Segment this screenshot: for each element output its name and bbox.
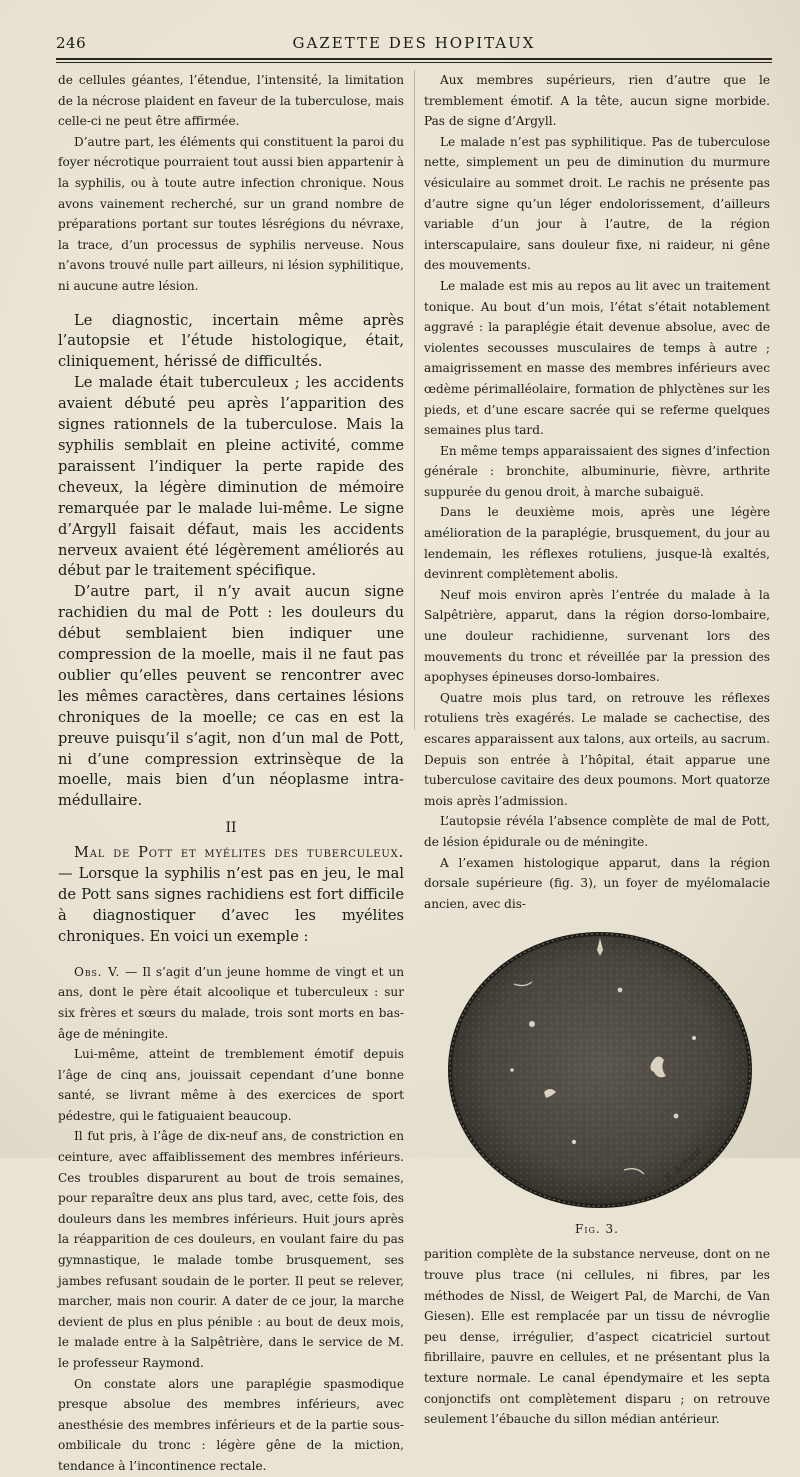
section-title: Mal de Pott et myélites des tuberculeux. bbox=[74, 844, 404, 862]
lesion-dot bbox=[510, 1069, 514, 1073]
paragraph: Neuf mois environ après l’entrée du malade à la Salpêtrière, apparut, dans la région dorso-lombaire, une douleur rachidienne, survenant lors des mouvements du tronc et réveillée par la pression des apophyses épineuses dorso-lombaires. bbox=[424, 587, 770, 685]
paragraph: Quatre mois plus tard, on retrouve les réflexes rotuliens très exagérés. Le malade se cachectise, des escares apparaissent aux talons, aux orteils, au sacrum. Depuis son entrée à l’hôpital, était apparue une tuberculose cavitaire des deux poumons. Mort quatorze mois après l’admission. bbox=[424, 690, 770, 808]
paragraph: Aux membres supérieurs, rien d’autre que le tremblement émotif. A la tête, aucun signe morbide. Pas de signe d’Argyll. bbox=[424, 73, 770, 129]
spinal-cord-section-illustration bbox=[424, 920, 770, 1220]
paragraph: Le diagnostic, incertain même après l’autopsie et l’étude histologique, était, cliniquement, hérissé de difficultés. bbox=[58, 311, 404, 371]
paragraph: A l’examen histologique apparut, dans la région dorsale supérieure (fig. 3), un foyer de myélomalacie ancien, avec dis- bbox=[424, 855, 770, 911]
left-small-text-block bbox=[58, 70, 404, 297]
paragraph: Lui-même, atteint de tremblement émotif depuis l’âge de cinq ans, jouissait cependant d’une bonne santé, se livrant même à des exercices de sport pédestre, qui le fatiguaient beaucoup. bbox=[58, 1047, 404, 1123]
right-text-block-bottom bbox=[424, 1244, 770, 1429]
column-divider bbox=[414, 70, 415, 730]
lesion-dot bbox=[572, 1140, 576, 1144]
left-column bbox=[58, 70, 404, 1477]
running-title: GAZETTE DES HOPITAUX bbox=[292, 34, 536, 52]
paragraph: Dans le deuxième mois, après une légère amélioration de la paraplégie, brusquement, du jour au lendemain, les réflexes rotuliens, jusque-là exaltés, devinrent complètement abolis. bbox=[424, 505, 770, 582]
left-large-text-block bbox=[58, 311, 404, 948]
right-text-block-top bbox=[424, 70, 770, 914]
observation-text: — Il s’agit d’un jeune homme de vingt et un ans, dont le père était alcoolique et tuberculeux : sur six frères et sœurs du malade, trois sont morts en bas-âge de méningite. bbox=[58, 964, 404, 1041]
lesion-dot bbox=[618, 988, 623, 993]
paragraph: D’autre part, il n’y avait aucun signe rachidien du mal de Pott : les douleurs du début semblaient bien indiquer une compression de la moelle, mais il ne faut pas oublier qu’elles peuvent se rencontrer avec les mêmes caractères, dans certaines lésions chroniques de la moelle; ce cas en est la preuve puisqu’il s’agit, non d’un mal de Pott, ni d’une compression extrinsèque de la moelle, mais bien d’un néoplasme intra-médullaire. bbox=[58, 583, 404, 810]
observation-block bbox=[58, 962, 404, 1477]
paragraph: D’autre part, les éléments qui constituent la paroi du foyer nécrotique pourraient tout aussi bien appartenir à la syphilis, ou à toute autre infection chronique. Nous avons vainement recherché, sur un grand nombre de préparations portant sur toutes lésrégions du névraxe, la trace, d’un processus de syphilis nerveuse. Nous n’avons trouvé nulle part ailleurs, ni lésion syphilitique, ni aucune autre lésion. bbox=[58, 134, 404, 293]
section-number: II bbox=[225, 820, 237, 837]
lesion-dot bbox=[692, 1036, 696, 1040]
paragraph: Le malade était tuberculeux ; les accidents avaient débuté peu après l’apparition des signes rationnels de la tuberculose. Mais la syphilis semblait en pleine activité, comme paraissent l’indiquer la perte rapide des cheveux, la légère diminution de mémoire remarquée par le malade lui-même. Le signe d’Argyll faisait défaut, mais les accidents nerveux avaient été légèrement améliorés au début par le traitement spécifique. bbox=[58, 374, 404, 580]
paragraph: En même temps apparaissaient des signes d’infection générale : bronchite, albuminurie, fièvre, arthrite suppurée du genou droit, à marche subaiguë. bbox=[424, 443, 770, 499]
section-intro-paragraph bbox=[58, 843, 404, 948]
paragraph: Il fut pris, à l’âge de dix-neuf ans, de constriction en ceinture, avec affaiblissement des membres inférieurs. Ces troubles disparurent au bout de trois semaines, pour reparaître deux ans plus tard, avec, cette fois, des douleurs dans les membres inférieurs. Huit jours après la réapparition de ces douleurs, en voulant faire du pas gymnastique, le malade tombe brusquement, ses jambes refusant soudain de le porter. Il peut se relever, marcher, mais non courir. A dater de ce jour, la marche devient de plus en plus pénible : au bout de deux mois, le malade entre à la Salpêtrière, dans le service de M. le professeur Raymond. bbox=[58, 1129, 404, 1370]
page-number: 246 bbox=[56, 34, 87, 52]
header-rule-thick bbox=[56, 58, 772, 60]
paragraph: On constate alors une paraplégie spasmodique presque absolue des membres inférieurs, avec anesthésie des membres inférieurs et de la partie sous-ombilicale du tronc : légère gêne de la miction, tendance à l’incontinence rectale. bbox=[58, 1376, 404, 1473]
header-rule-thin bbox=[56, 62, 772, 63]
section-text: — Lorsque la syphilis n’est pas en jeu, le mal de Pott sans signes rachidiens est fort difficile à diagnostiquer d’avec les myélites chroniques. En voici un exemple : bbox=[58, 865, 404, 945]
paragraph: Le malade n’est pas syphilitique. Pas de tuberculose nette, simplement un peu de diminution du murmure vésiculaire au sommet droit. Le rachis ne présente pas d’autre signe qu’un léger endolorissement, d’ailleurs variable d’un jour à l’autre, de la région interscapulaire, sans douleur fixe, ni raideur, ni gêne des mouvements. bbox=[424, 134, 770, 273]
observation-label: Obs. V. bbox=[74, 964, 121, 979]
lesion-dot bbox=[529, 1021, 535, 1027]
cord-texture bbox=[454, 938, 746, 1202]
lesion-dot bbox=[674, 1114, 679, 1119]
paragraph: Le malade est mis au repos au lit avec un traitement tonique. Au bout d’un mois, l’état s’était notablement aggravé : la paraplégie était devenue absolue, avec de violentes secousses musculaires de temps à autre ; amaigrissement en masse des membres inférieurs avec œdème périmalléolaire, formation de phlyctènes sur les pieds, et d’une escare sacrée qui se referme quelques semaines plus tard. bbox=[424, 278, 770, 438]
paragraph: de cellules géantes, l’étendue, l’intensité, la limitation de la nécrose plaident en faveur de la tuberculose, mais celle-ci ne peut être affirmée. bbox=[58, 73, 404, 129]
observation-paragraph bbox=[58, 962, 404, 1044]
artist-signature: E. Achard bbox=[663, 1146, 704, 1185]
spacer bbox=[58, 948, 404, 962]
paragraph: parition complète de la substance nerveuse, dont on ne trouve plus trace (ni cellules, ni fibres, par les méthodes de Nissl, de Weigert Pal, de Marchi, de Van Giesen). Elle est remplacée par un tissu de névroglie peu dense, irrégulier, d’aspect cicatriciel surtout fibrillaire, pauvre en cellules, et ne présentant plus la texture normale. Le canal épendymaire et les septa conjonctifs ont complètement disparu ; on retrouve seulement l’ébauche du sillon médian antérieur. bbox=[424, 1247, 770, 1427]
right-column bbox=[424, 70, 770, 1430]
paragraph: L’autopsie révéla l’absence complète de mal de Pott, de lésion épidurale ou de méningite. bbox=[424, 814, 770, 849]
spacer bbox=[58, 297, 404, 311]
figure-3 bbox=[424, 920, 770, 1220]
figure-caption: Fig. 3. bbox=[575, 1222, 619, 1237]
